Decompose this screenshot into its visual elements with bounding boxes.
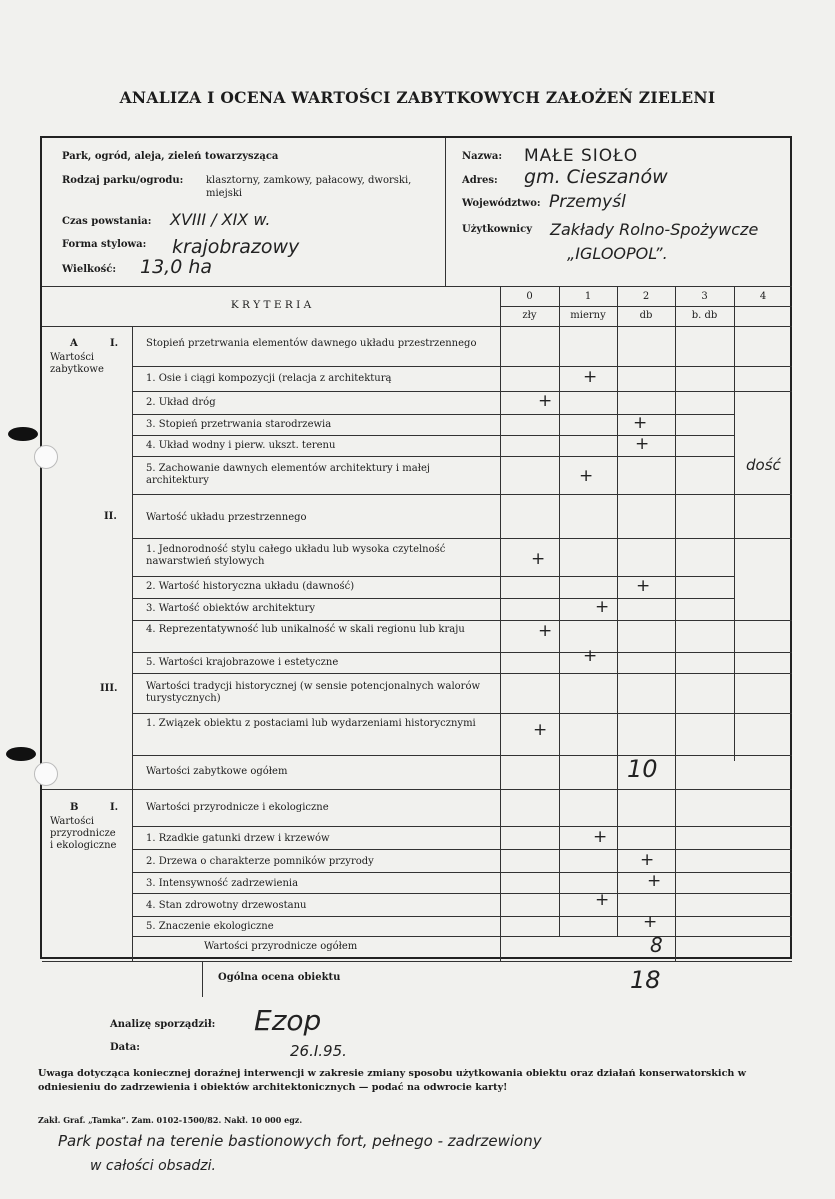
mark-a-i-3: + [633,413,648,433]
nazwa-value: MAŁE SIOŁO [524,146,639,166]
date-label: Data: [110,1042,140,1053]
mark-a-ii-5: + [583,646,598,666]
b-i-title: Wartości przyrodnicze i ekologiczne [146,802,329,813]
col-4: 4 [759,291,767,302]
a-ii-item-3: 3. Wartość obiektów architektury [146,603,316,614]
col-2: 2 [642,291,650,302]
col-line-2 [617,286,618,936]
binder-ink-top [8,427,38,441]
woj-value: Przemyśl [549,192,626,212]
sub-3: b. db [691,310,718,321]
a-ii-item-1: 1. Jednorodność stylu całego układu lub wysoka czytelność nawarstwień stylowych [146,544,446,567]
a-ii-item-2: 2. Wartość historyczna układu (dawność) [146,581,355,592]
sub-1: mierny [570,310,606,321]
a-i-item-3: 3. Stopień przetrwania starodrzewia [146,419,332,430]
sub-2: db [639,310,653,321]
overall-label: Ogólna ocena obiektu [218,972,341,983]
wielkosc-value: 13,0 ha [140,256,213,278]
mark-b-i-4: + [595,890,610,910]
forma-label: Forma stylowa: [62,239,147,250]
mark-a-ii-2: + [636,576,651,596]
col-1: 1 [584,291,592,302]
uzyt-label: Użytkownicy [462,224,533,235]
a-i-item-1: 1. Osie i ciągi kompozycji (relacja z architekturą [146,373,392,384]
mark-b-i-1: + [593,827,608,847]
col-line-4 [734,286,735,761]
a-total-value: 10 [627,755,658,783]
woj-label: Województwo: [462,198,541,209]
a-total-label: Wartości zabytkowe ogółem [146,766,288,777]
analysis-by-label: Analizę sporządził: [110,1019,216,1030]
col-line-3 [675,286,676,961]
adres-value: gm. Cieszanów [524,166,668,188]
form-title: ANALIZA I OCENA WARTOŚCI ZABYTKOWYCH ZAŁOŻEŃ ZIELENI [119,88,716,107]
col-0: 0 [526,291,533,302]
b-i-item-4: 4. Stan zdrowotny drzewostanu [146,900,307,911]
section-b-name: Wartości przyrodnicze i ekologiczne [50,816,117,851]
rodzaj-options-2: miejski [206,188,243,199]
mark-b-i-2: + [640,850,655,870]
b-i-item-5: 5. Znaczenie ekologiczne [146,921,274,932]
col-3: 3 [701,291,708,302]
mark-a-i-2: + [538,391,553,411]
b-total-value: 8 [650,933,663,957]
handnote-line-2: w całości obsadzi. [90,1158,216,1174]
section-a-ii: II. [104,511,117,522]
printer-info: Zakł. Graf. „Tamka”. Zam. 0102-1500/82. Nakł. 10 000 egz. [38,1115,303,1125]
binder-hole-top [34,445,58,469]
section-a-roman: I. [110,338,119,349]
header-bottom-line [42,286,792,287]
criteria-header-bottom [42,326,792,327]
note-text: Uwaga dotycząca koniecznej doraźnej interwencji w zakresie zmiany sposobu użytkowania obiektu oraz działań konserwatorskich w odniesieniu do zadrzewienia i obiektów architektonicznych — podać na odwrocie karty! [38,1068,746,1093]
czas-label: Czas powstania: [62,216,152,227]
a-ii-item-4: 4. Reprezentatywność lub unikalność w skali regionu lub kraju [146,624,465,635]
b-i-item-3: 3. Intensywność zadrzewienia [146,878,299,889]
b-i-item-2: 2. Drzewa o charakterze pomników przyrody [146,856,374,867]
a-i-title: Stopień przetrwania elementów dawnego układu przestrzennego [146,338,477,349]
uzyt-value-2: „IGLOOPOL”. [567,244,668,263]
forma-value: krajobrazowy [172,236,300,258]
a-iii-title: Wartości tradycji historycznej (w sensie potencjonalnych walorów turystycznych) [146,681,481,704]
b-total-label: Wartości przyrodnicze ogółem [204,941,358,952]
b-i-item-1: 1. Rzadkie gatunki drzew i krzewów [146,833,330,844]
mark-a-ii-3: + [595,597,610,617]
mark-a-i-4: + [635,434,650,454]
a-i-item-5: 5. Zachowanie dawnych elementów architektury i małej architektury [146,463,430,486]
mark-a-i-1: + [583,367,598,387]
rodzaj-options: klasztorny, zamkowy, pałacowy, dworski, [206,175,412,186]
sub-0: zły [522,310,537,321]
mark-a-i-5: + [579,466,594,486]
handnote-line-1: Park postał na terenie bastionowych fort, pełnego - zadrzewiony [58,1132,542,1150]
a-i-item-4: 4. Układ wodny i pierw. ukszt. terenu [146,440,336,451]
section-b-letter: B [70,802,79,813]
col-line-0 [500,286,501,961]
a-ii-title: Wartość układu przestrzennego [146,512,307,523]
header-divider [445,138,446,286]
uzyt-value-1: Zakłady Rolno-Spożywcze [550,220,759,239]
col4-note: dość [746,456,781,474]
analysis-by-value: Ezop [254,1004,322,1037]
mark-a-ii-1: + [531,549,546,569]
a-ii-item-5: 5. Wartości krajobrazowe i estetyczne [146,657,339,668]
col-header-mid [500,306,792,307]
wielkosc-label: Wielkość: [62,264,117,275]
col-line-1 [559,286,560,936]
adres-label: Adres: [462,175,498,186]
criteria-label: K R Y T E R I A [230,299,312,311]
mark-b-i-5: + [643,912,658,932]
category-col-line [132,326,133,961]
binder-hole-bottom [34,762,58,786]
overall-value: 18 [630,966,661,994]
a-i-item-2: 2. Układ dróg [146,397,216,408]
overall-left-line [202,961,203,997]
mark-b-i-3: + [647,871,662,891]
section-a-iii: III. [100,683,118,694]
binder-ink-bottom [6,747,36,761]
form-sheet [40,136,792,994]
a-iii-item-1: 1. Związek obiektu z postaciami lub wydarzeniami historycznymi [146,718,476,729]
mark-a-iii-1: + [533,720,548,740]
mark-a-ii-4: + [538,621,553,641]
date-value: 26.I.95. [290,1042,347,1060]
park-type: Park, ogród, aleja, zieleń towarzysząca [62,151,279,162]
section-a-letter: A [70,338,78,349]
section-b-roman: I. [110,802,119,813]
section-a-name: Wartości zabytkowe [50,352,104,375]
nazwa-label: Nazwa: [462,151,503,162]
czas-value: XVIII / XIX w. [170,210,271,229]
rodzaj-label: Rodzaj parku/ogrodu: [62,175,184,186]
